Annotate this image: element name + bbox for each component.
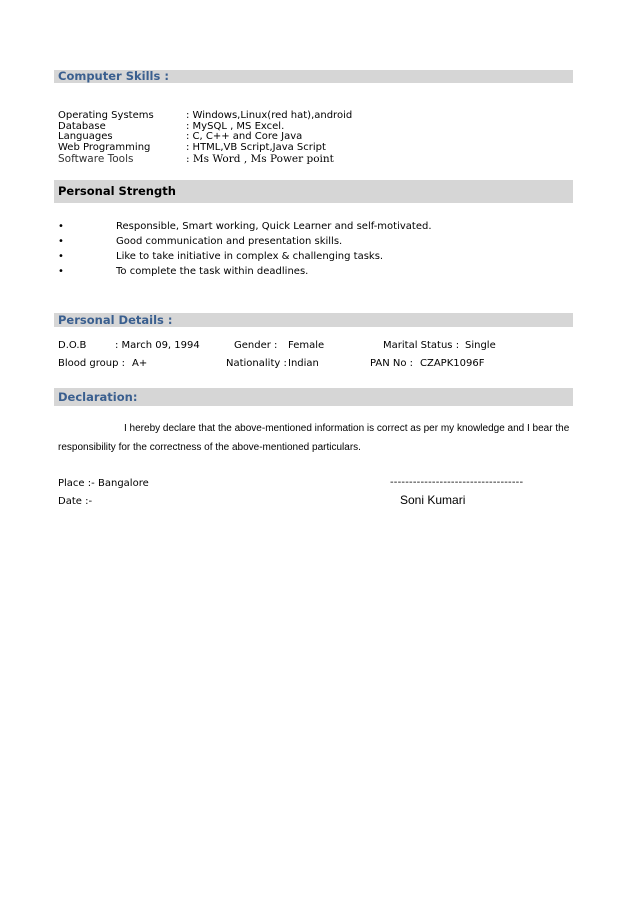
blood-group-value: A+	[132, 358, 148, 369]
section-title: Computer Skills :	[58, 69, 169, 83]
section-header-personal-strength	[54, 180, 573, 203]
strength-text: Responsible, Smart working, Quick Learner and self-motivated.	[116, 221, 432, 232]
section-header-personal-details	[54, 313, 573, 327]
signature-line: -----------------------------------	[390, 477, 524, 488]
skill-value: : Ms Word , Ms Power point	[186, 153, 334, 165]
strength-text: To complete the task within deadlines.	[116, 266, 309, 277]
section-title: Declaration:	[58, 390, 138, 404]
skill-label: Software Tools	[58, 153, 134, 165]
nationality-label: Nationality :	[226, 358, 287, 369]
section-header-computer-skills	[54, 70, 573, 83]
gender-value: Female	[288, 340, 325, 351]
section-title: Personal Details :	[58, 313, 173, 327]
bullet-icon: •	[58, 251, 64, 262]
strength-text: Good communication and presentation skills.	[116, 236, 343, 247]
dob-value: : March 09, 1994	[115, 340, 200, 351]
declaration-line-1: I hereby declare that the above-mentioned information is correct as per my knowledge and I bear the	[124, 423, 570, 434]
skill-label: Database	[58, 120, 106, 132]
marital-status-value: Single	[465, 340, 496, 351]
marital-status-label: Marital Status :	[383, 340, 460, 351]
skill-label: Web Programming	[58, 141, 151, 153]
bullet-icon: •	[58, 266, 64, 277]
skill-value: : MySQL , MS Excel.	[186, 120, 285, 132]
place-label: Place :-	[58, 478, 95, 489]
strength-text: Like to take initiative in complex & challenging tasks.	[116, 251, 384, 262]
bullet-icon: •	[58, 236, 64, 247]
date-label: Date :-	[58, 496, 93, 507]
skill-label: Operating Systems	[58, 110, 154, 121]
bullet-icon: •	[58, 221, 64, 232]
skill-value: : C, C++ and Core Java	[186, 131, 303, 142]
section-header-declaration	[54, 388, 573, 406]
skill-value: : HTML,VB Script,Java Script	[186, 141, 326, 153]
section-title: Personal Strength	[58, 184, 176, 198]
pan-label: PAN No :	[370, 358, 414, 369]
pan-value: CZAPK1096F	[420, 358, 485, 369]
gender-label: Gender :	[234, 340, 278, 351]
place-value: Bangalore	[98, 478, 149, 489]
blood-group-label: Blood group :	[58, 358, 125, 369]
skill-label: Languages	[58, 131, 113, 142]
nationality-value: Indian	[288, 358, 319, 369]
dob-label: D.O.B	[58, 340, 87, 351]
declaration-line-2: responsibility for the correctness of the above-mentioned particulars.	[58, 442, 361, 453]
signer-name: Soni Kumari	[400, 493, 466, 507]
skill-value: : Windows,Linux(red hat),android	[186, 110, 353, 121]
